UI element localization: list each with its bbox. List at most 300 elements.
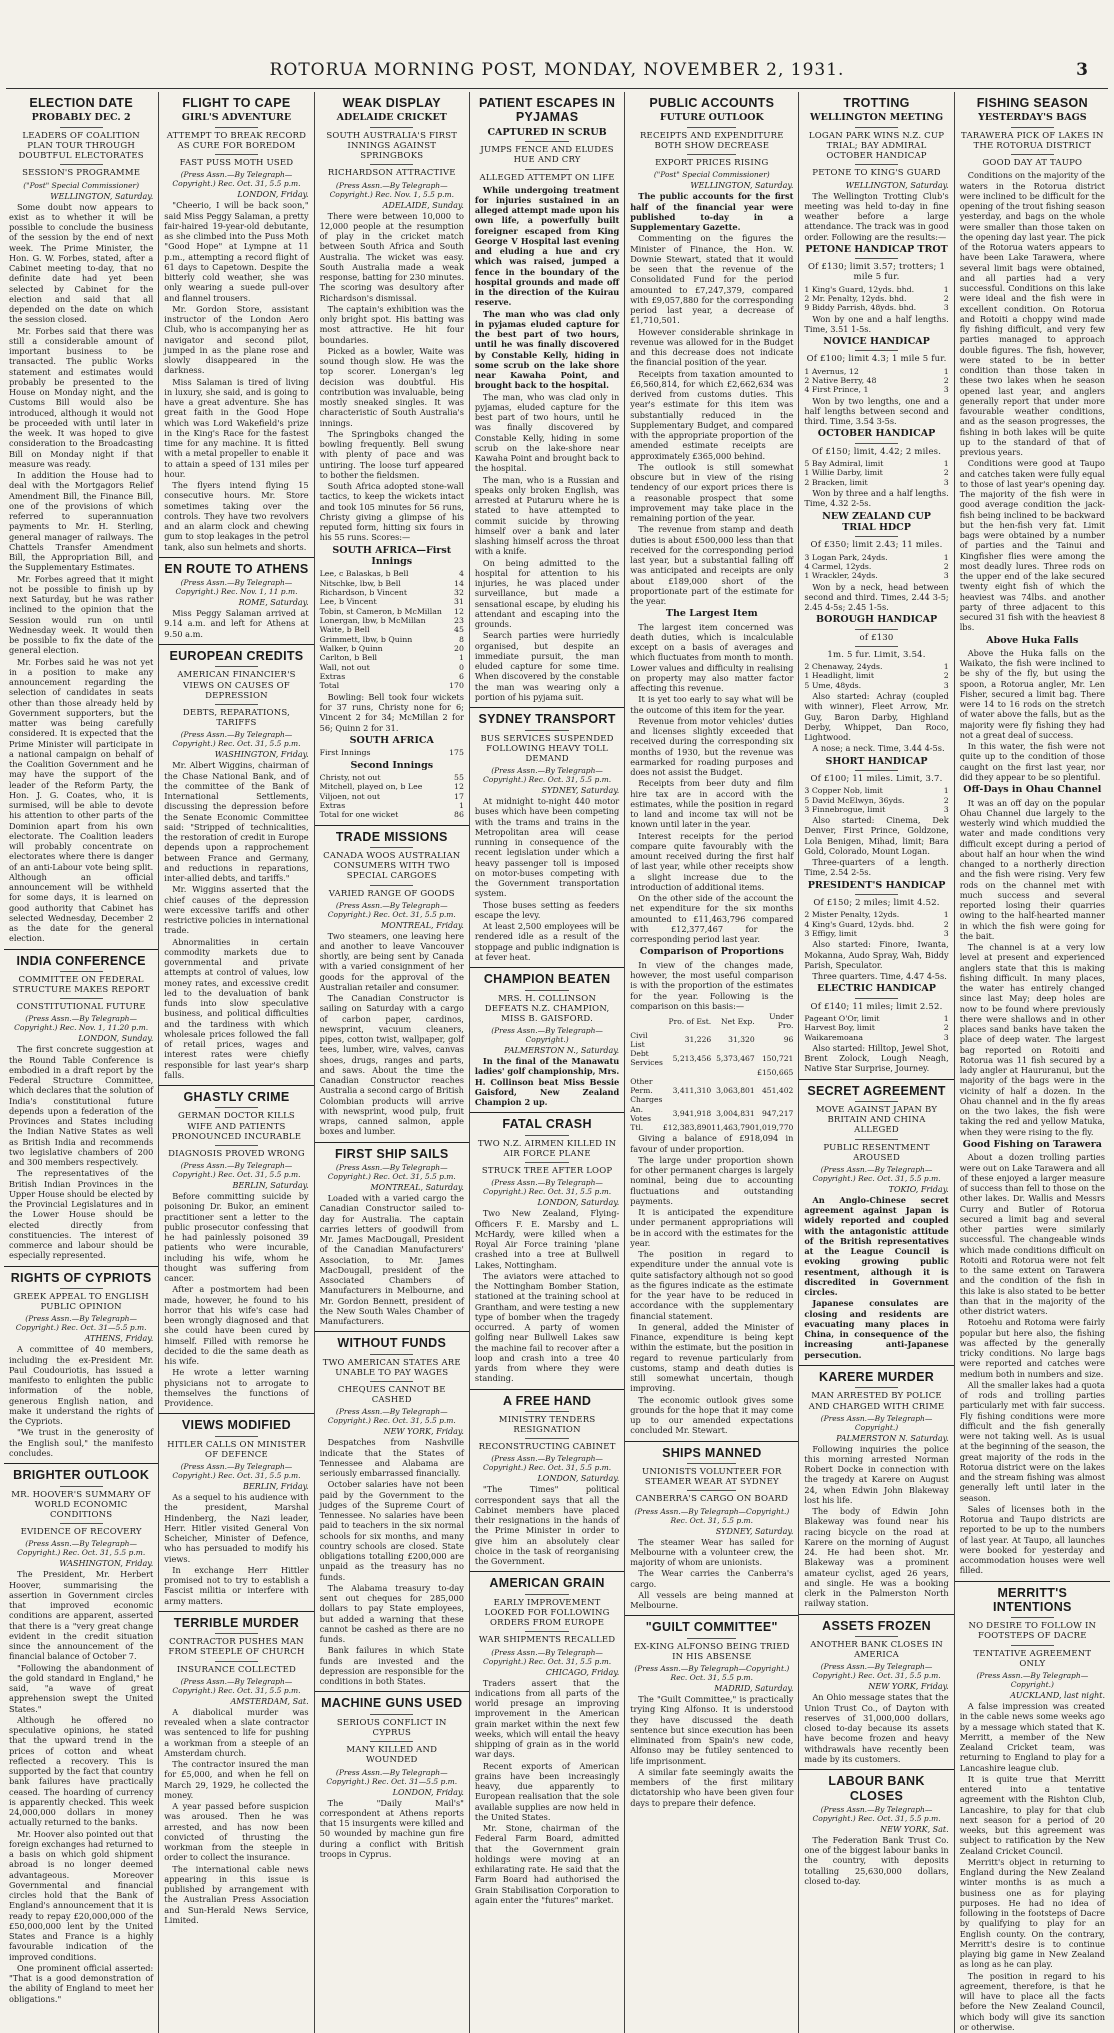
deck: Of £100; 11 miles. Limit, 3.7. (810, 773, 943, 784)
result-row (804, 805, 948, 814)
accounts-cell: Debt Services (630, 1049, 663, 1068)
result-horse: 9 Biddy Parrish, 48yds. bhd. (804, 303, 917, 313)
score-row (320, 748, 464, 757)
article-divider (470, 1571, 624, 1572)
subheadline: Above Huka Falls (986, 634, 1079, 646)
dateline: WELLINGTON, Saturday. (50, 191, 154, 201)
paragraph: A nose; a neck. Time, 3.44 4-5s. (812, 743, 945, 754)
deck: COMMITTEE ON FEDERAL STRUCTURE MAKES REPORT (12, 974, 150, 996)
deck-rule (855, 164, 898, 165)
article (475, 96, 619, 702)
accounts-header-cell: Under Pro. (769, 1012, 794, 1031)
paragraph: The captain's exhibition was the only bright spot. His batting was most attractive. He hit four boundaries. (319, 303, 464, 345)
score-value: 8 (458, 634, 464, 644)
score-value: 4 (458, 569, 464, 579)
article (320, 1142, 464, 1327)
deck-rule (687, 154, 736, 155)
accounts-row (630, 1068, 793, 1077)
paragraph: Rotoehu and Rotoma were fairly popular but here also, the fishing was affected by the generally tricky conditions. No large bags were reported and catches were medium both in numbers and size. (959, 1317, 1105, 1379)
score-label: Tobin, st Cameron, b McMillan (319, 606, 442, 616)
article (630, 608, 793, 944)
paragraph: It was an off day on the popular Ohau Channel due largely to the westerly wind which muddied the water and made conditions very difficult except during a period of about half an hour when the wind changed to a northerly direction and the fish were rising. Very few rods on the channel met with much success and several reported losing their quarries owing to the half-hearted manner in which the fish were going for the bait. (959, 797, 1105, 941)
paragraph: Two steamers, one leaving here and another to leave Vancouver shortly, are being sent by Canada with a varied consignment of her goods for the approval of the Australian retailer and consumer. (319, 930, 464, 992)
credit-line: (Press Assn.—By Telegraph—Copyright.) Rec. Oct. 31, 5.5 p.m. (17, 1539, 146, 1558)
article-divider (315, 1691, 469, 1692)
credit-line: (Press Assn.—By Telegraph—Copyright.) (820, 1413, 933, 1432)
paragraph: There were between 10,000 to 12,000 people at the resumption of play in the cricket match between South Africa and South Australia. The wicket was easy. South Australia made a weak response, batting for 230 minutes. The scoring was desultory after Richardson's dismissal. (319, 210, 464, 303)
result-place: 2 (943, 671, 949, 681)
deck: SOUTH AUSTRALIA'S FIRST INNINGS AGAINST SPRINGBOKS (326, 130, 458, 162)
credit-line: (Press Assn.—By Telegraph—Copyright.) Rec. Oct. 31, 5.5 p.m. (327, 1163, 456, 1182)
credit-line: (Press Assn.—By Telegraph—Copyright.) Rec. Nov. 1, 5.5 p.m. (329, 180, 454, 199)
paragraph: Receipts from taxation amounted to £6,560,814, for which £2,662,634 was derived from customs duties. This year's estimate for this item was substantially reduced in the Supplementary Budget, and compared with the appropriate proportion of the amended estimate receipts are approximately £365,000 behind. (630, 368, 794, 461)
dateline: ATHENS, Friday. (84, 1334, 154, 1344)
article (475, 707, 619, 962)
accounts-cell: 3,063,801 (716, 1086, 755, 1096)
paragraph: The "Daily Mail's" correspondent at Athens reports that 15 insurgents were killed and 50 wounded by machine gun fire during a conflict with British troops in Cyprus. (319, 1797, 464, 1859)
paragraph: Three quarters. Time, 4.47 4-5s. (812, 971, 947, 982)
column-7 (955, 92, 1110, 2033)
result-place: 3 (943, 928, 949, 938)
deck: MANY KILLED AND WOUNDED (346, 1745, 438, 1766)
score-value: 1 (458, 800, 464, 810)
score-label: Viljoen, not out (319, 791, 380, 801)
paragraph: Conditions were good at Taupo and catches taken were fully equal to those of last year's opening day. The majority of the fish were in good average condition the jack-fish being inclined to be backward but the hen-fish very fat. Limit bags were obtained by a number of parties and the Tainui and Kingfisher flies were among the most deadly lures. Three rods on the upper end of the lake secured twenty eight fish of which the heaviest was 74lbs. and another party of three adjacent to this secured 31 fish with the heaviest 8 lbs. (959, 458, 1105, 633)
article (320, 1331, 464, 1686)
result-row (804, 681, 948, 690)
score-label: Waite, b Bell (319, 625, 370, 635)
deck: TENTATIVE AGREEMENT ONLY (973, 1648, 1092, 1669)
article (475, 967, 619, 1107)
dateline: WELLINGTON, Saturday. (845, 180, 949, 190)
dateline: LONDON, Sunday. (78, 1034, 154, 1044)
paragraph: The international cable news appearing in this issue is published by arrangement with the Australian Press Association and Sun-Herald News Service, Limited. (164, 1863, 309, 1925)
result-row (804, 786, 948, 795)
article (960, 1139, 1105, 1576)
score-value: 12 (454, 606, 464, 616)
article-divider (159, 644, 313, 645)
subheadline: PROBABLY DEC. 2 (31, 112, 131, 124)
deck-rule (687, 127, 736, 128)
credit-line: (Press Assn.—By Telegraph—Copyright.) Rec. Oct. 31, 5.5 p.m. (172, 170, 301, 189)
score-row (320, 792, 464, 801)
deck: 1m. 5 fur. Limit, 3.54. (827, 649, 926, 660)
paragraph: A diabolical murder was revealed when a slate contractor was sentenced to life for pushing a workman from a steeple of an Amsterdam church. (164, 1706, 309, 1758)
article-divider (470, 1112, 624, 1113)
deck-rule (215, 154, 258, 155)
subheadline: FUTURE OUTLOOK (659, 112, 764, 124)
paragraph: The position in regard to his agreement, therefore, is that he will have to place all the facts before the New Zealand Council, which body will give its sanction or otherwise. (959, 1970, 1105, 2032)
score-label: First Innings (319, 748, 371, 758)
result-horse: Pageant O'Or, limit (804, 1013, 880, 1023)
deck: JUMPS FENCE AND ELUDES HUE AND CRY (480, 145, 614, 166)
deck: TWO N.Z. AIRMEN KILLED IN AIR FORCE PLANE (477, 1138, 617, 1159)
credit-line: (Press Assn.—By Telegraph—Copyright.) (491, 1026, 603, 1045)
paragraph: Loaded with a varied cargo the Canadian Constructor sailed to-day for Australia. The captain carries letters of goodwill from Mr. James MacDougall, President of the Canadian Manufacturers' Association, to Mr. James MacDougall, president of the Associated Chambers of Manufacturers in Melbourne, and Mr. Gordon Bennett, president of the New South Wales Chamber of Manufacturers. (319, 1193, 464, 1327)
credit-line: (Press Assn.—By Telegraph—Copyright.) Rec. Nov. 1, 11 p.m. (175, 578, 298, 597)
result-place: 3 (943, 385, 949, 395)
accounts-cell: 451,402 (761, 1086, 794, 1096)
result-horse: 5 Bay Admiral, limit (804, 459, 884, 468)
deck: TARAWERA PICK OF LAKES IN THE ROTORUA DISTRICT (961, 130, 1104, 151)
paragraph: The Alabama treasury to-day sent out cheques for 285,000 dollars to pay State employees, but added a warning that these cannot be cashed as there are no funds. (319, 1582, 464, 1645)
subheadline: BOROUGH HANDICAP (815, 614, 938, 626)
result-place: 1 (943, 284, 949, 294)
credit-line: (Press Assn.—By Telegraph—Copyright.) (976, 1671, 1089, 1689)
article (475, 1389, 619, 1567)
paragraph: The Springboks changed the bowling frequently. Bell swung with plenty of pace and was untiring. The loose turf appeared to bother the fieldsmen. (319, 428, 464, 480)
subheadline: Good Fishing on Tarawera (962, 1138, 1102, 1150)
headline: "GUILT COMMITTEE" (645, 1620, 778, 1635)
deck-rule (525, 1438, 568, 1439)
dateline: NEW YORK, Friday. (383, 1427, 464, 1437)
accounts-cell: Ttl. (630, 1123, 644, 1133)
deck: TWO AMERICAN STATES ARE UNABLE TO PAY WAGES (322, 1357, 461, 1378)
result-place: 3 (943, 1032, 949, 1042)
subheadline: SOUTH AFRICA (349, 734, 434, 746)
dateline: BERLIN, Saturday. (232, 1181, 309, 1191)
dateline: MONTREAL, Friday. (380, 920, 464, 930)
paragraph: On being admitted to the hospital for attention to his injuries, he was placed under surveillance, but made a sensational escape, by eluding his attendant and escaping into the grounds. (474, 557, 620, 630)
deck-rule (525, 141, 568, 142)
subheadline: PETONE HANDICAP TROT (805, 243, 948, 255)
headline: LABOUR BANK CLOSES (828, 1774, 925, 1803)
score-label: Lonergan, lbw, b McMillan (319, 616, 426, 626)
headline: TRADE MISSIONS (335, 829, 448, 844)
article (164, 557, 308, 639)
score-value: 45 (454, 625, 464, 635)
article (630, 946, 793, 1435)
article-divider (799, 1769, 953, 1770)
result-row (804, 478, 948, 487)
paragraph: However considerable shrinkage in revenue was allowed for in the Budget and this decrease does not indicate the financial position of the year. (630, 326, 794, 368)
credit-line: (Press Assn.—By Telegraph—Copyright.) Rec. Oct. 31, 5.5 p.m. (172, 1161, 301, 1180)
deck: DIAGNOSIS PROVED WRONG (168, 1148, 305, 1159)
column-5 (625, 92, 799, 2033)
article (804, 336, 948, 426)
result-horse: 2 Chenaway, 24yds. (804, 662, 883, 672)
result-horse: 3 Effigy, limit (804, 928, 857, 938)
score-row (320, 782, 464, 791)
accounts-cell: £12,383,890 (662, 1123, 712, 1133)
paragraph: Won by three and a half lengths. Time, 4.32 2-5s. (804, 488, 949, 509)
paragraph: Mr. Albert Wiggins, chairman of the Chase National Bank, and of the committee of the Bank of International Settlements, discussing the depression before the Senate Economic Committee said: "Stripped of technicalities, the restoration of credit in Europe depends upon a rapprochement between France and Germany, and reductions in reparations, inter-allied debts, and tariffs." (164, 760, 309, 884)
deck: GOOD DAY AT TAUPO (982, 158, 1083, 169)
paragraph: A year passed before suspicion was aroused. Then he was arrested, and has now been convicted of thrusting the workman from the steeple in order to collect the insurance. (164, 1801, 309, 1863)
accounts-table (630, 1012, 793, 1132)
deck: MRS. H. COLLINSON DEFEATS N.Z. CHAMPION, MISS B. GAISFORD. (484, 993, 610, 1024)
result-horse: 4 First Prince, 1 (804, 385, 869, 395)
result-horse: 4 King's Guard, 12yds. bhd. (804, 919, 915, 929)
deck-rule (525, 730, 568, 731)
deck: Of £100; limit 4.3; 1 mile 5 fur. (806, 354, 947, 365)
paragraph: It is quite true that Merritt entered into a tentative agreement with the Rishton Club, Lancashire, to play for that club next season for a period of 20 weeks, but this agreement was subject to ratification by the New Zealand Cricket Council. (959, 1773, 1105, 1856)
deck-rule (855, 998, 898, 999)
headline: FISHING SEASON (976, 96, 1088, 110)
paragraph: "We trust in the generosity of the English soul," the manifesto concludes. (9, 1427, 154, 1458)
paragraph: The flyers intend flying 15 consecutive hours. Mr. Store sometimes taking over the controls. They have two revolvers and an alarm clock and chewing gum to stop leakages in the petrol tank, also sun helmets and shorts. (164, 480, 309, 552)
headline: PATIENT ESCAPES IN PYJAMAS (478, 96, 616, 125)
score-row (320, 597, 464, 606)
result-row (804, 553, 948, 562)
result-place: 2 (943, 1023, 949, 1033)
credit-line: (Press Assn.—By Telegraph—Copyright.) Rec. Oct. 31, 5.5 p.m. (812, 1804, 941, 1823)
credit-line: (Press Assn.—By Telegraph—Copyright.) Rec. Oct. 31—5.5 p.m. (326, 1767, 458, 1786)
accounts-header-row (630, 1012, 793, 1031)
dateline: AMSTERDAM, Sat. (230, 1696, 309, 1706)
headline: CHAMPION BEATEN (483, 972, 611, 987)
deck-rule (60, 971, 103, 972)
result-row (804, 1023, 948, 1032)
result-row (804, 671, 948, 680)
headline: MERRITT'S INTENTIONS (992, 1585, 1072, 1614)
paragraph: The man, who is a Russian and speaks only broken English, was arrested at Putaruru where he is stated to have attempted to commit suicide by throwing himself over a bank and later slashing himself across the throat with a knife. (474, 474, 620, 557)
accounts-cell: 96 (783, 1035, 794, 1045)
result-horse: 1 Avernus, 12 (804, 366, 859, 376)
article (164, 1611, 308, 1925)
score-row (320, 588, 464, 597)
headline: WEAK DISPLAY (342, 96, 441, 110)
paragraph: Also started: Finore, Iwanta, Mokanna, Audo Spray, Wah, Biddy Parish, Speculator. (804, 939, 949, 970)
article-divider (315, 825, 469, 826)
paragraph: Before committing suicide by poisoning Dr. Bukor, an eminent practitioner sent a letter to the public prosecutor confessing that he had painlessly poisoned 39 patients who were incurable, including his wife, whom he thought was suffering from cancer. (164, 1191, 309, 1284)
accounts-cell: 3,941,918 (672, 1109, 712, 1119)
result-horse: 2 Mister Penalty, 12yds. (804, 910, 900, 920)
paragraph: As a sequel to his audience with the president, Marshal Hindenberg, the Nazi leader, Herr. Hitler visited General Von Scheicher, Minister of Defence, who has persuaded to modify his views. (164, 1492, 309, 1564)
dateline: WASHINGTON, Friday. (214, 750, 309, 760)
lead-paragraph: The man who was clad only in pyjamas eluded capture for the best part of two hours, until he was finally discovered by Constable Kelly, hiding in some scrub on the lake shore near Kawaha Point, and brought back to the hospital. (474, 308, 620, 391)
article (630, 1615, 793, 1808)
paragraph: Those buses setting as feeders escape the levy. (474, 899, 620, 920)
dateline: LONDON, Friday. (392, 1787, 464, 1797)
deck: AMERICAN FINANCIER'S VIEWS ON CAUSES OF DEPRESSION (177, 670, 296, 701)
headline: GHASTLY CRIME (183, 1090, 290, 1105)
score-value: 31 (454, 597, 464, 607)
result-place: 3 (943, 571, 949, 581)
dateline: ROME, Saturday. (238, 598, 309, 608)
score-label: Extras (319, 800, 346, 810)
deck-rule (215, 127, 258, 128)
paragraph: The contractor insured the man for £5,000, and when he fell on March 29, 1929, he collected the money. (164, 1759, 309, 1800)
credit-line: (Press Assn.—By Telegraph—Copyright.) Rec. Oct. 31, 5.5 p.m. (483, 766, 612, 785)
headline: PUBLIC ACCOUNTS (649, 96, 775, 110)
newspaper-page (4, 92, 1110, 2032)
result-place: 2 (943, 561, 949, 571)
headline: SYDNEY TRANSPORT (478, 712, 616, 727)
paragraph: It is yet too early to say what will be the outcome of this item for the year. (630, 694, 794, 715)
paragraph: Three-quarters of a length. Time, 2.54 2-5s. (804, 857, 949, 878)
accounts-cell (663, 1068, 711, 1077)
score-value: 23 (454, 616, 464, 626)
dateline: NEW YORK, Friday. (868, 1682, 949, 1692)
result-horse: 1 Willie Darby, limit (804, 468, 883, 478)
score-label: Richardson, b Vincent (319, 587, 408, 597)
result-horse: 3 Logan Park, 24yds. (804, 552, 888, 562)
paragraph: The channel is at a very low level at present and experienced anglers state that this is making fishing difficult. In many places, the water has entirely changed since last May; deep holes are now to be found where previously there were shallows and in other places sand banks have taken the place of deep water. The largest bag reported on Rotoiti and Rotorua was 11 fish secured by a lady angler at Haururanui, but the majority of the bags were in the vicinity of half a dozen. In the Ohau channel and in the fly areas on the two lakes, the fish were taking the red and yellow Matuka, when they were rising to the fly. (959, 942, 1105, 1137)
deck-rule (525, 1135, 568, 1136)
deck-rule (1011, 1617, 1055, 1618)
paragraph: Two New Zealand, Flying-Officers F. E. Marsby and L. McHardy, were killed when a Royal Air Force training 'plane crashed into a tree at Bullwell Lakes, Nottingham. (474, 1208, 620, 1270)
deck-rule (855, 894, 898, 895)
subheadline: SHORT HANDICAP (825, 755, 928, 767)
credit-line: (Press Assn.—By Telegraph—Copyright.) Rec. Oct. 31, 5.5 p.m. (172, 730, 301, 749)
deck-rule (215, 1107, 258, 1108)
column-1 (4, 92, 159, 2033)
result-horse: 4 Carmel, 12yds. (804, 561, 872, 571)
paragraph: The body of Edwin John Blakeway was found near his racing bicycle on the road at Karere on the morning of August 24. He had been shot. Mr. Blakeway was a prominent amateur cyclist, aged 26 years, and single. He was a booking clerk in the Palmerston North railway station. (804, 1506, 949, 1609)
score-value: 55 (454, 772, 464, 782)
article (9, 96, 153, 944)
paragraph: One prominent official asserted: "That is a good demonstration of the ability of England to meet her obligations." (9, 1962, 154, 2004)
score-row (320, 569, 464, 578)
article (320, 1691, 464, 1859)
score-value: 12 (454, 782, 464, 792)
deck-rule (855, 350, 898, 351)
headline: MACHINE GUNS USED (321, 1696, 463, 1711)
headline: EN ROUTE TO ATHENS (164, 561, 309, 576)
paragraph: Mr. Gordon Store, assistant instructor of the London Aero Club, who is accompanying her as navigator and second pilot, jumped in as the plane rose and slowly disappeared in the darkness. (164, 303, 309, 376)
paragraph: Picked as a bowler, Waite was sound though slow. He was the top scorer. Lonergan's leg decision was doubtful. His contribution was invaluable, being mostly sneaked singles. It was characteristic of South Australia's innings. (319, 345, 464, 428)
score-label: Lee, c Balaskas, b Bell (319, 569, 409, 579)
article-divider (470, 707, 624, 708)
deck-rule (525, 990, 568, 991)
deck-rule (370, 164, 413, 165)
deck: NO DESIRE TO FOLLOW IN FOOTSTEPS OF DACRE (968, 1621, 1097, 1642)
deck: Of £150; limit, 4.42; 2 miles. (811, 446, 942, 457)
paragraph: Conditions on the majority of the waters in the Rotorua district were inclined to be difficult for the opening of the trout fishing season yesterday, and bags on the whole were smaller than those taken on the opening day last year. The pick of the Rotorua waters appears to have been Lake Tarawera, where several limit bags were obtained, and all parties had a very successful. Conditions on this lake were ideal and the fish were in excellent condition. On Rotorua and Rotoiti a choppy wind made fly fishing difficult, and very few parties managed to approach double figures. The fish, however, were stated to be in better condition than those taken in these two lakes when he season opened last year, and anglers generally report that under more favourable weather conditions, and as the season progresses, the fishing in both lakes will be quite up to the standard of that of previous years. (959, 170, 1105, 458)
deck: RECEIPTS AND EXPENDITURE BOTH SHOW DECREASE (639, 130, 784, 151)
deck: PUBLIC RESENTMENT AROUSED (823, 1142, 930, 1163)
lead-paragraph: An Anglo-Chinese secret agreement against Japan is widely reported and coupled with the antagonistic attitude of the British representatives at the League Council is evoking growing public resentment, although it is discredited in Government circles. (804, 1194, 949, 1298)
headline: WITHOUT FUNDS (337, 1336, 447, 1351)
headline: FATAL CRASH (502, 1117, 592, 1132)
result-place: 1 (943, 459, 949, 468)
dateline: LONDON, Saturday. (537, 1474, 620, 1484)
paragraph: Recent exports of American grains have been increasingly heavy, due apparently to European realisation that the sole available supplies are now held in the United States. (474, 1760, 620, 1822)
result-row (804, 910, 948, 919)
result-place: 1 (943, 662, 949, 672)
paragraph: In addition the House had to deal with the Mortgagors Relief Amendment Bill, the Finance Bill, one of the provisions of which referred to superannuation payments to Mr. H. Sterling, general manager of railways. The Chattels Transfer Amendment Bill, the Appropriation Bill, and the Supplementary Estimates. (9, 470, 154, 573)
masthead-rule (6, 88, 1108, 89)
result-horse: 1 King's Guard, 12yds. bhd. (804, 284, 915, 294)
deck-rule (370, 885, 413, 886)
result-row (804, 367, 948, 376)
paragraph: At midnight to-night 440 motor buses which have been competing with the trams and trains in the Metropolitan area will cease running in consequence of the recent legislation under which a heavy passenger toll is imposed on motor-buses competing with the Government transportation system. (474, 796, 620, 899)
subheadline: NOVICE HANDICAP (823, 336, 930, 348)
credit-line: (Press Assn.—By Telegraph—Copyright.) Rec. Oct. 31, 5.5 p.m. (327, 900, 456, 919)
deck-rule (687, 1638, 736, 1639)
headline: EUROPEAN CREDITS (169, 648, 304, 663)
table-title: Second Innings (350, 759, 434, 771)
score-row (320, 625, 464, 634)
accounts-header-cell: Pro. of Est. (668, 1016, 712, 1026)
result-horse: 2 Mr. Penalty, 12yds. bhd. (804, 293, 907, 303)
deck: MR. HOOVER'S SUMMARY OF WORLD ECONOMIC CONDITIONS (11, 1489, 152, 1520)
score-value: 1 (458, 653, 464, 663)
paragraph: The outlook is still somewhat obscure but in view of the rising tendency of our export prices there is a reasonable prospect that some improvement may take place in the remaining portion of the year. (630, 461, 794, 524)
article (630, 1441, 793, 1611)
article (475, 1571, 619, 1905)
deck: ALLEGED ATTEMPT ON LIFE (479, 172, 615, 183)
article (804, 983, 948, 1073)
result-horse: 3 Finnebrogue, limit (804, 804, 886, 814)
paragraph: In general, added the Minister of Finance, expenditure is being kept within the estimate, but the position in regard to revenue particularly from customs, stamp and death duties is still somewhat uncertain, though improving. (630, 1321, 794, 1394)
result-row (804, 385, 948, 394)
credit-line: (Press Assn.—By Telegraph—Copyright.) Rec. Oct. 31—5.5 p.m. (15, 1314, 147, 1333)
accounts-header-cell: Net Exp. (721, 1016, 755, 1026)
paragraph: "The Times" political correspondent says that all the Cabinet members have placed their resignations in the hands of the Prime Minister in order to give him an absolutely clear choice in the task of reorganising the Government. (474, 1484, 620, 1567)
deck: Of £130; limit 3.57; trotters; 1 mile 5 fur. (807, 262, 946, 283)
result-place: 2 (943, 293, 949, 303)
deck: PETONE TO KING'S GUARD (812, 168, 941, 179)
article (804, 428, 948, 508)
paragraph: An Ohio message states that the Union Trust Co., of Dayton with reserves of 31,000,000 dollars, closed to-day because its assets have become frozen and heavy withdrawals have recently been made by its customers. (804, 1692, 949, 1764)
score-row (320, 644, 464, 653)
paragraph: The Wear carries the Canberra's cargo. (630, 1568, 794, 1589)
dateline: MADRID, Saturday. (714, 1684, 794, 1694)
paragraph: The steamer Wear has sailed for Melbourne with a volunteer crew, the majority of whom are unionists. (630, 1536, 794, 1568)
result-row (804, 796, 948, 805)
result-place: 3 (943, 303, 949, 313)
subheadline: Comparison of Proportions (639, 946, 784, 958)
paragraph: Commenting on the figures the Minister of Finance, the Hon. W. Downie Stewart, stated that it would be seen that the revenue of the Consolidated Fund for the period amounted to £7,247,379, compared with £9,057,880 for the corresponding period last year, a decrease of £1,710,501. (630, 233, 794, 326)
paragraph: Interest receipts for the period compare quite favourably with the amount received during the first half of last year, while other receipts show a slight increase due to the introduction of additional items. (630, 830, 794, 892)
score-row (320, 635, 464, 644)
article-divider (159, 1085, 313, 1086)
paragraph: Giving a balance of £918,094 in favour of under proportion. (630, 1133, 794, 1154)
score-label: Extras (319, 672, 346, 682)
deck: CONTRACTOR PUSHES MAN FROM STEEPLE OF CHURCH (168, 1637, 305, 1658)
paragraph: In exchange Herr Hittler promised not to try to establish a Fascist militia or interfere with army matters. (164, 1564, 309, 1606)
credit-line: (Press Assn.—By Telegraph—Copyright.) Rec. Oct. 31, 5.5 p.m. (634, 1506, 790, 1525)
article (804, 756, 948, 878)
result-place: 1 (943, 1013, 949, 1023)
credit-line: ("Post" Special Commissioner) (23, 180, 140, 190)
paragraph: About a dozen trolling parties were out on Lake Tarawera and all of these enjoyed a larger measure of success than fell to those on the other lakes. Dr. Wallis and Messrs Curry and Butler of Rotorua secured a limit bag and several other parties were similarly successful. The changeable winds which made conditions difficult on Rotoiti and Rotorua were not felt to the same extent on Tarawera and the condition of the fish in this lake is also stated to be better than that in the majority of the other district waters. (959, 1152, 1105, 1316)
accounts-row (630, 1049, 793, 1068)
credit-line: (Press Assn.—By Telegraph—Copyright.) Rec. Oct. 31, 5.5 p.m. (327, 1407, 456, 1426)
deck-rule (855, 1636, 898, 1637)
deck-rule (855, 646, 898, 647)
result-horse: Waikaremoana (804, 1032, 863, 1042)
lead-paragraph: While undergoing treatment for injuries sustained in an alleged attempt made upon his own life, a powerfully built foreigner escaped from King George V Hospital last evening and eluding a hue and cry which was raised, jumped a fence in the boundary of the hospital grounds and made off in the direction of the Kuirau reserve. (474, 184, 620, 308)
paragraph: Miss Salaman is tired of living in luxury, she said, and is going to have a great adventure. She has great faith in the Good Hope which was Lord Wakefield's prize in the King's Race for the fastest time for any machine. It is fitted with a metal propeller to enable it to attain a speed of 131 miles per hour. (164, 376, 309, 479)
paragraph: Despatches from Nashville indicate that the States of Tennessee and Alabama are seriously embarrassed financially. (319, 1437, 464, 1479)
paragraph: He wrote a letter warning physicians not to arrogate to themselves the functions of Providence. (164, 1367, 309, 1409)
deck-rule (370, 847, 413, 848)
article (164, 644, 308, 1080)
article-divider (625, 1441, 798, 1442)
subheadline: CAPTURED IN SCRUB (487, 126, 607, 138)
deck-rule (370, 1741, 413, 1742)
deck-rule (370, 127, 413, 128)
paragraph: All vessels are being manned at Melbourne. (630, 1589, 794, 1611)
result-place: 2 (943, 919, 949, 929)
deck-rule (1011, 154, 1055, 155)
article-divider (159, 557, 313, 558)
accounts-cell: An. Votes (630, 1104, 652, 1123)
deck: GREEK APPEAL TO ENGLISH PUBLIC OPINION (13, 1292, 149, 1313)
deck: EXPORT PRICES RISING (655, 158, 769, 169)
score-row (320, 663, 464, 672)
paragraph: A committee of 40 members, including the ex-President Mr. Paul Coudouriotis, has issued a manifesto to enlighten the public information of the noble, generous English nation, and make it understand the rights of the Cypriots. (9, 1344, 154, 1427)
score-label: Grimmett, lbw, b Quinn (319, 634, 413, 644)
deck-rule (215, 1436, 258, 1437)
deck: Of £150; 2 miles; limit 4.52. (813, 898, 940, 909)
paragraph: A similar fate seemingly awaits the members of the first military dictatorship who have been given four days to prepare their defence. (630, 1766, 794, 1808)
dateline: LONDON, Friday. (237, 190, 309, 200)
deck: CHEQUES CANNOT BE CASHED (337, 1385, 446, 1406)
